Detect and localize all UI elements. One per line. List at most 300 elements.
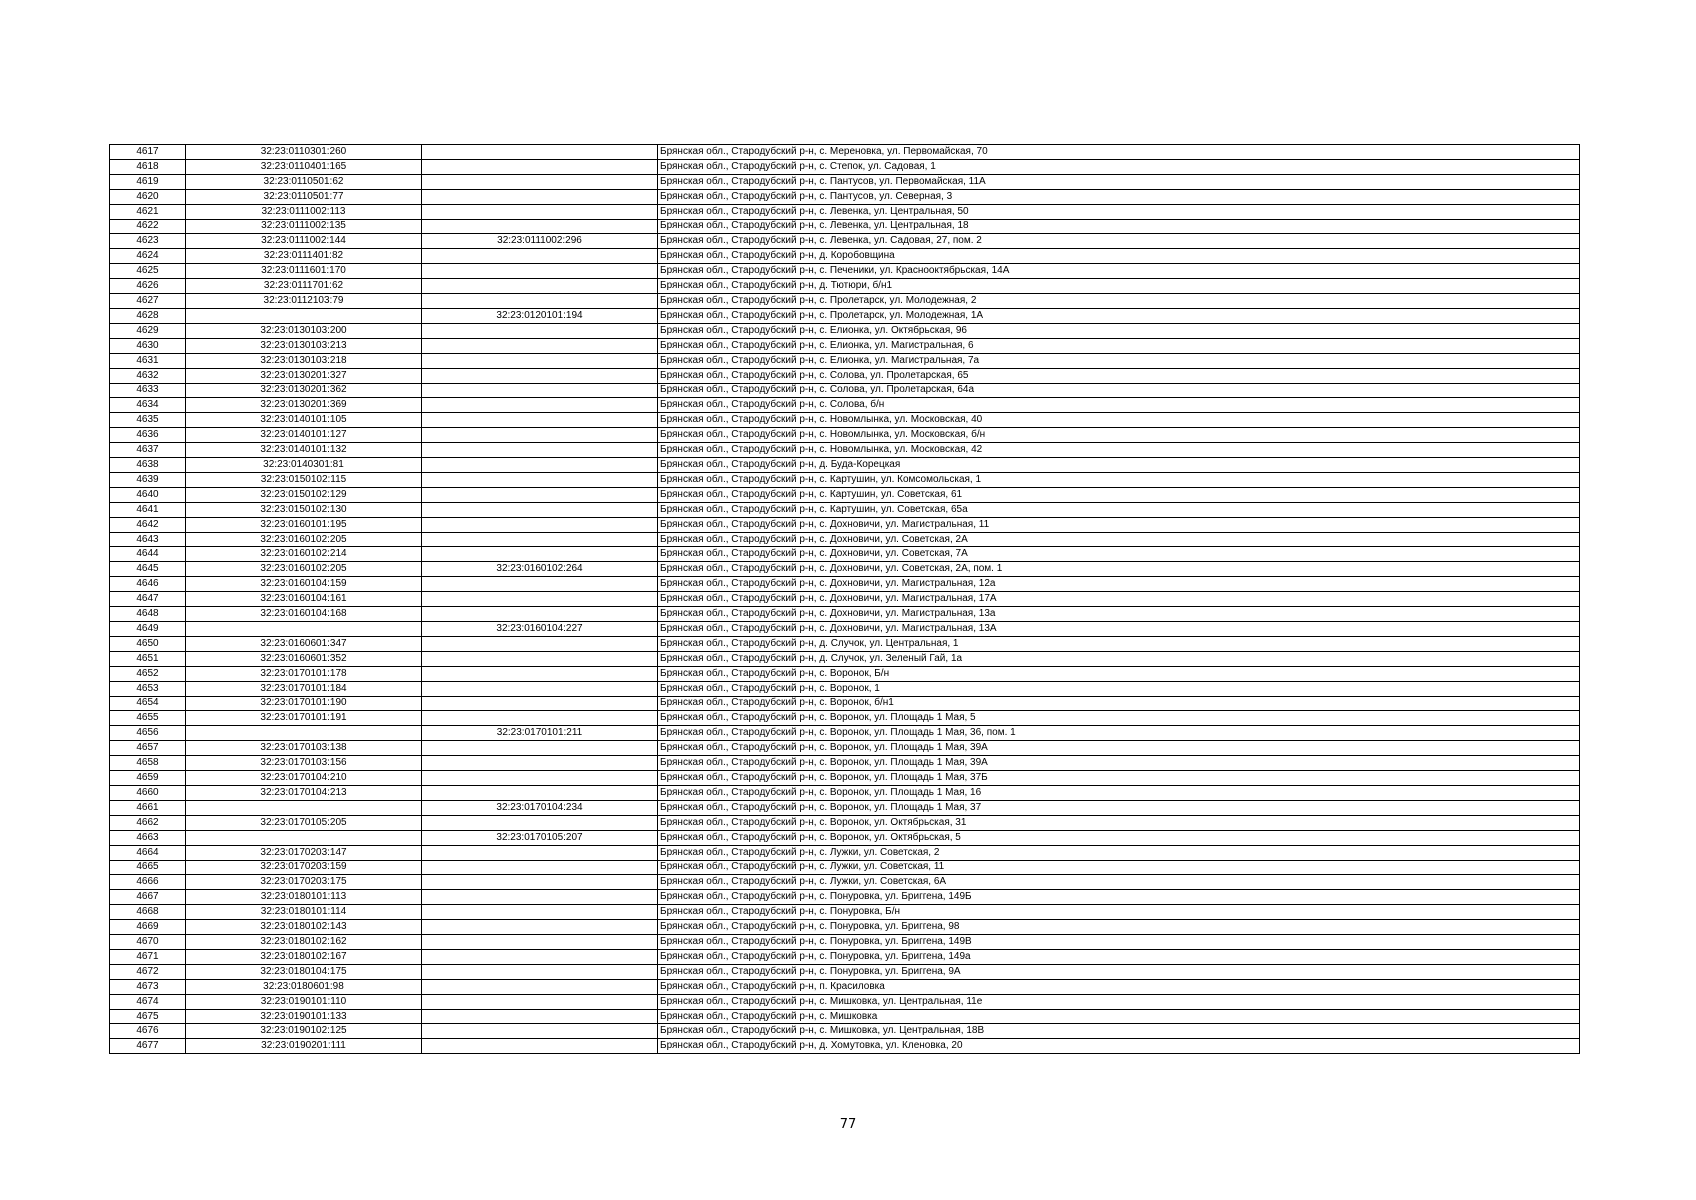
premises-cadastral-number-cell xyxy=(422,935,658,950)
table-row xyxy=(110,443,1580,458)
address-cell: Брянская обл., Стародубский р-н, с. Понуровка, ул. Бриггена, 9А xyxy=(658,964,1580,979)
table-row xyxy=(110,890,1580,905)
address-cell: Брянская обл., Стародубский р-н, с. Пролетарск, ул. Молодежная, 1А xyxy=(658,308,1580,323)
premises-cadastral-number-cell: 32:23:0160104:227 xyxy=(422,622,658,637)
row-number-cell: 4632 xyxy=(110,368,186,383)
table-row xyxy=(110,711,1580,726)
table-row xyxy=(110,472,1580,487)
cadastral-number-cell: 32:23:0111401:82 xyxy=(186,249,422,264)
data-table xyxy=(109,144,1580,1054)
premises-cadastral-number-cell xyxy=(422,368,658,383)
cadastral-number-cell: 32:23:0170101:178 xyxy=(186,666,422,681)
table-row xyxy=(110,308,1580,323)
cadastral-number-cell: 32:23:0110301:260 xyxy=(186,145,422,160)
address-cell: Брянская обл., Стародубский р-н, с. Дохновичи, ул. Советская, 7А xyxy=(658,547,1580,562)
table-row xyxy=(110,1009,1580,1024)
cadastral-number-cell: 32:23:0111701:62 xyxy=(186,279,422,294)
table-row xyxy=(110,323,1580,338)
address-cell: Брянская обл., Стародубский р-н, с. Картушин, ул. Советская, 65а xyxy=(658,502,1580,517)
cadastral-number-cell: 32:23:0150102:129 xyxy=(186,487,422,502)
row-number-cell: 4625 xyxy=(110,264,186,279)
table-row xyxy=(110,800,1580,815)
address-cell: Брянская обл., Стародубский р-н, д. Хомутовка, ул. Кленовка, 20 xyxy=(658,1039,1580,1054)
premises-cadastral-number-cell xyxy=(422,174,658,189)
premises-cadastral-number-cell xyxy=(422,443,658,458)
cadastral-number-cell: 32:23:0110501:77 xyxy=(186,189,422,204)
address-cell: Брянская обл., Стародубский р-н, с. Воронок, ул. Площадь 1 Мая, 5 xyxy=(658,711,1580,726)
table-row xyxy=(110,1039,1580,1054)
table-row xyxy=(110,741,1580,756)
premises-cadastral-number-cell xyxy=(422,949,658,964)
premises-cadastral-number-cell xyxy=(422,547,658,562)
cadastral-number-cell: 32:23:0180102:167 xyxy=(186,949,422,964)
premises-cadastral-number-cell xyxy=(422,651,658,666)
table-row xyxy=(110,159,1580,174)
premises-cadastral-number-cell xyxy=(422,249,658,264)
address-cell: Брянская обл., Стародубский р-н, с. Левенка, ул. Садовая, 27, пом. 2 xyxy=(658,234,1580,249)
premises-cadastral-number-cell xyxy=(422,666,658,681)
row-number-cell: 4620 xyxy=(110,189,186,204)
cadastral-number-cell: 32:23:0180101:113 xyxy=(186,890,422,905)
cadastral-number-cell: 32:23:0110501:62 xyxy=(186,174,422,189)
row-number-cell: 4668 xyxy=(110,905,186,920)
row-number-cell: 4643 xyxy=(110,532,186,547)
table-row xyxy=(110,651,1580,666)
row-number-cell: 4627 xyxy=(110,294,186,309)
address-cell: Брянская обл., Стародубский р-н, с. Солова, ул. Пролетарская, 64а xyxy=(658,383,1580,398)
cadastral-number-cell xyxy=(186,622,422,637)
table-row xyxy=(110,532,1580,547)
address-cell: Брянская обл., Стародубский р-н, д. Тютюри, б/н1 xyxy=(658,279,1580,294)
table-row xyxy=(110,905,1580,920)
cadastral-number-cell xyxy=(186,308,422,323)
cadastral-number-cell: 32:23:0160102:205 xyxy=(186,532,422,547)
row-number-cell: 4674 xyxy=(110,994,186,1009)
cadastral-number-cell: 32:23:0160102:205 xyxy=(186,562,422,577)
row-number-cell: 4617 xyxy=(110,145,186,160)
row-number-cell: 4660 xyxy=(110,785,186,800)
table-row xyxy=(110,458,1580,473)
row-number-cell: 4676 xyxy=(110,1024,186,1039)
address-cell: Брянская обл., Стародубский р-н, с. Воронок, ул. Площадь 1 Мая, 37Б xyxy=(658,771,1580,786)
cadastral-number-cell: 32:23:0111002:144 xyxy=(186,234,422,249)
cadastral-number-cell: 32:23:0170103:138 xyxy=(186,741,422,756)
row-number-cell: 4667 xyxy=(110,890,186,905)
address-cell: Брянская обл., Стародубский р-н, с. Левенка, ул. Центральная, 18 xyxy=(658,219,1580,234)
table-row xyxy=(110,875,1580,890)
premises-cadastral-number-cell xyxy=(422,681,658,696)
address-cell: Брянская обл., Стародубский р-н, с. Воронок, ул. Октябрьская, 31 xyxy=(658,815,1580,830)
premises-cadastral-number-cell: 32:23:0120101:194 xyxy=(422,308,658,323)
row-number-cell: 4677 xyxy=(110,1039,186,1054)
cadastral-number-cell: 32:23:0130103:218 xyxy=(186,353,422,368)
row-number-cell: 4654 xyxy=(110,696,186,711)
row-number-cell: 4623 xyxy=(110,234,186,249)
cadastral-number-cell: 32:23:0180601:98 xyxy=(186,979,422,994)
table-row xyxy=(110,771,1580,786)
row-number-cell: 4638 xyxy=(110,458,186,473)
table-row xyxy=(110,607,1580,622)
address-cell: Брянская обл., Стародубский р-н, с. Воронок, ул. Площадь 1 Мая, 39А xyxy=(658,756,1580,771)
row-number-cell: 4658 xyxy=(110,756,186,771)
premises-cadastral-number-cell xyxy=(422,264,658,279)
address-cell: Брянская обл., Стародубский р-н, д. Буда-Корецкая xyxy=(658,458,1580,473)
address-cell: Брянская обл., Стародубский р-н, с. Понуровка, ул. Бриггена, 149а xyxy=(658,949,1580,964)
cadastral-number-cell: 32:23:0190102:125 xyxy=(186,1024,422,1039)
address-cell: Брянская обл., Стародубский р-н, с. Дохновичи, ул. Магистральная, 13А xyxy=(658,622,1580,637)
cadastral-number-cell: 32:23:0170105:205 xyxy=(186,815,422,830)
cadastral-number-cell: 32:23:0170101:184 xyxy=(186,681,422,696)
address-cell: Брянская обл., Стародубский р-н, с. Лужки, ул. Советская, 11 xyxy=(658,860,1580,875)
cadastral-number-cell: 32:23:0130103:213 xyxy=(186,338,422,353)
address-cell: Брянская обл., Стародубский р-н, с. Новомлынка, ул. Московская, б/н xyxy=(658,428,1580,443)
address-cell: Брянская обл., Стародубский р-н, с. Новомлынка, ул. Московская, 42 xyxy=(658,443,1580,458)
row-number-cell: 4635 xyxy=(110,413,186,428)
row-number-cell: 4626 xyxy=(110,279,186,294)
row-number-cell: 4666 xyxy=(110,875,186,890)
premises-cadastral-number-cell xyxy=(422,994,658,1009)
address-cell: Брянская обл., Стародубский р-н, с. Картушин, ул. Советская, 61 xyxy=(658,487,1580,502)
address-cell: Брянская обл., Стародубский р-н, с. Воронок, ул. Площадь 1 Мая, 39А xyxy=(658,741,1580,756)
address-cell: Брянская обл., Стародубский р-н, с. Пантусов, ул. Северная, 3 xyxy=(658,189,1580,204)
row-number-cell: 4672 xyxy=(110,964,186,979)
cadastral-number-cell: 32:23:0170101:190 xyxy=(186,696,422,711)
row-number-cell: 4622 xyxy=(110,219,186,234)
premises-cadastral-number-cell xyxy=(422,905,658,920)
cadastral-number-cell: 32:23:0170103:156 xyxy=(186,756,422,771)
table-row xyxy=(110,294,1580,309)
premises-cadastral-number-cell xyxy=(422,860,658,875)
address-cell: Брянская обл., Стародубский р-н, с. Воронок, Б/н xyxy=(658,666,1580,681)
address-cell: Брянская обл., Стародубский р-н, с. Дохновичи, ул. Магистральная, 13а xyxy=(658,607,1580,622)
table-row xyxy=(110,487,1580,502)
row-number-cell: 4648 xyxy=(110,607,186,622)
address-cell: Брянская обл., Стародубский р-н, д. Случок, ул. Зеленый Гай, 1а xyxy=(658,651,1580,666)
page-number: 77 xyxy=(839,1117,857,1132)
cadastral-number-cell: 32:23:0160601:347 xyxy=(186,636,422,651)
address-cell: Брянская обл., Стародубский р-н, с. Картушин, ул. Комсомольская, 1 xyxy=(658,472,1580,487)
row-number-cell: 4634 xyxy=(110,398,186,413)
cadastral-number-cell: 32:23:0130201:327 xyxy=(186,368,422,383)
premises-cadastral-number-cell: 32:23:0170105:207 xyxy=(422,830,658,845)
row-number-cell: 4631 xyxy=(110,353,186,368)
cadastral-number-cell: 32:23:0180104:175 xyxy=(186,964,422,979)
table-row xyxy=(110,353,1580,368)
table-row xyxy=(110,577,1580,592)
address-cell: Брянская обл., Стародубский р-н, с. Дохновичи, ул. Магистральная, 12а xyxy=(658,577,1580,592)
premises-cadastral-number-cell: 32:23:0170104:234 xyxy=(422,800,658,815)
address-cell: Брянская обл., Стародубский р-н, п. Красиловка xyxy=(658,979,1580,994)
premises-cadastral-number-cell xyxy=(422,532,658,547)
cadastral-number-cell: 32:23:0170203:175 xyxy=(186,875,422,890)
premises-cadastral-number-cell xyxy=(422,502,658,517)
table-row xyxy=(110,860,1580,875)
premises-cadastral-number-cell: 32:23:0160102:264 xyxy=(422,562,658,577)
row-number-cell: 4675 xyxy=(110,1009,186,1024)
premises-cadastral-number-cell: 32:23:0111002:296 xyxy=(422,234,658,249)
premises-cadastral-number-cell xyxy=(422,771,658,786)
address-cell: Брянская обл., Стародубский р-н, с. Пантусов, ул. Первомайская, 11А xyxy=(658,174,1580,189)
row-number-cell: 4640 xyxy=(110,487,186,502)
address-cell: Брянская обл., Стародубский р-н, с. Мишковка, ул. Центральная, 11е xyxy=(658,994,1580,1009)
cadastral-number-cell: 32:23:0110401:165 xyxy=(186,159,422,174)
cadastral-number-cell: 32:23:0140301:81 xyxy=(186,458,422,473)
address-cell: Брянская обл., Стародубский р-н, с. Дохновичи, ул. Советская, 2А xyxy=(658,532,1580,547)
table-row xyxy=(110,949,1580,964)
premises-cadastral-number-cell: 32:23:0170101:211 xyxy=(422,726,658,741)
table-row xyxy=(110,622,1580,637)
cadastral-number-cell: 32:23:0190101:110 xyxy=(186,994,422,1009)
row-number-cell: 4656 xyxy=(110,726,186,741)
cadastral-number-cell: 32:23:0150102:130 xyxy=(186,502,422,517)
cadastral-number-cell: 32:23:0170203:159 xyxy=(186,860,422,875)
row-number-cell: 4633 xyxy=(110,383,186,398)
row-number-cell: 4663 xyxy=(110,830,186,845)
address-cell: Брянская обл., Стародубский р-н, с. Воронок, ул. Площадь 1 Мая, 36, пом. 1 xyxy=(658,726,1580,741)
address-cell: Брянская обл., Стародубский р-н, с. Воронок, 1 xyxy=(658,681,1580,696)
row-number-cell: 4636 xyxy=(110,428,186,443)
table-row xyxy=(110,592,1580,607)
table-row xyxy=(110,756,1580,771)
premises-cadastral-number-cell xyxy=(422,607,658,622)
cadastral-number-cell: 32:23:0140101:105 xyxy=(186,413,422,428)
address-cell: Брянская обл., Стародубский р-н, с. Воронок, ул. Октябрьская, 5 xyxy=(658,830,1580,845)
premises-cadastral-number-cell xyxy=(422,756,658,771)
address-cell: Брянская обл., Стародубский р-н, с. Понуровка, ул. Бриггена, 98 xyxy=(658,920,1580,935)
cadastral-number-cell xyxy=(186,726,422,741)
premises-cadastral-number-cell xyxy=(422,1009,658,1024)
table-row xyxy=(110,696,1580,711)
premises-cadastral-number-cell xyxy=(422,1039,658,1054)
cadastral-number-cell: 32:23:0130201:362 xyxy=(186,383,422,398)
row-number-cell: 4630 xyxy=(110,338,186,353)
row-number-cell: 4664 xyxy=(110,845,186,860)
row-number-cell: 4646 xyxy=(110,577,186,592)
address-cell: Брянская обл., Стародубский р-н, с. Мишковка, ул. Центральная, 18В xyxy=(658,1024,1580,1039)
row-number-cell: 4647 xyxy=(110,592,186,607)
table-row xyxy=(110,383,1580,398)
row-number-cell: 4642 xyxy=(110,517,186,532)
premises-cadastral-number-cell xyxy=(422,353,658,368)
table-row xyxy=(110,249,1580,264)
cadastral-number-cell: 32:23:0180102:143 xyxy=(186,920,422,935)
cadastral-number-cell: 32:23:0170104:210 xyxy=(186,771,422,786)
table-row xyxy=(110,398,1580,413)
table-row xyxy=(110,979,1580,994)
cadastral-number-cell: 32:23:0160102:214 xyxy=(186,547,422,562)
premises-cadastral-number-cell xyxy=(422,338,658,353)
address-cell: Брянская обл., Стародубский р-н, с. Дохновичи, ул. Советская, 2А, пом. 1 xyxy=(658,562,1580,577)
address-cell: Брянская обл., Стародубский р-н, с. Мереновка, ул. Первомайская, 70 xyxy=(658,145,1580,160)
table-row xyxy=(110,189,1580,204)
row-number-cell: 4669 xyxy=(110,920,186,935)
premises-cadastral-number-cell xyxy=(422,472,658,487)
row-number-cell: 4644 xyxy=(110,547,186,562)
premises-cadastral-number-cell xyxy=(422,189,658,204)
row-number-cell: 4645 xyxy=(110,562,186,577)
cadastral-number-cell: 32:23:0160104:168 xyxy=(186,607,422,622)
row-number-cell: 4659 xyxy=(110,771,186,786)
premises-cadastral-number-cell xyxy=(422,577,658,592)
cadastral-number-cell: 32:23:0140101:127 xyxy=(186,428,422,443)
premises-cadastral-number-cell xyxy=(422,979,658,994)
row-number-cell: 4652 xyxy=(110,666,186,681)
row-number-cell: 4628 xyxy=(110,308,186,323)
premises-cadastral-number-cell xyxy=(422,413,658,428)
row-number-cell: 4670 xyxy=(110,935,186,950)
table-row xyxy=(110,502,1580,517)
address-cell: Брянская обл., Стародубский р-н, с. Левенка, ул. Центральная, 50 xyxy=(658,204,1580,219)
row-number-cell: 4657 xyxy=(110,741,186,756)
premises-cadastral-number-cell xyxy=(422,294,658,309)
address-cell: Брянская обл., Стародубский р-н, д. Случок, ул. Центральная, 1 xyxy=(658,636,1580,651)
table-row xyxy=(110,517,1580,532)
address-cell: Брянская обл., Стародубский р-н, с. Степок, ул. Садовая, 1 xyxy=(658,159,1580,174)
row-number-cell: 4637 xyxy=(110,443,186,458)
table-row xyxy=(110,726,1580,741)
address-cell: Брянская обл., Стародубский р-н, с. Воронок, ул. Площадь 1 Мая, 37 xyxy=(658,800,1580,815)
cadastral-number-cell: 32:23:0190101:133 xyxy=(186,1009,422,1024)
table-row xyxy=(110,666,1580,681)
cadastral-number-cell: 32:23:0170203:147 xyxy=(186,845,422,860)
table-row xyxy=(110,815,1580,830)
address-cell: Брянская обл., Стародубский р-н, с. Дохновичи, ул. Магистральная, 17А xyxy=(658,592,1580,607)
premises-cadastral-number-cell xyxy=(422,487,658,502)
row-number-cell: 4618 xyxy=(110,159,186,174)
address-cell: Брянская обл., Стародубский р-н, с. Понуровка, Б/н xyxy=(658,905,1580,920)
row-number-cell: 4673 xyxy=(110,979,186,994)
table-body xyxy=(110,145,1580,1054)
cadastral-number-cell: 32:23:0130103:200 xyxy=(186,323,422,338)
address-cell: Брянская обл., Стародубский р-н, с. Дохновичи, ул. Магистральная, 11 xyxy=(658,517,1580,532)
table-row xyxy=(110,845,1580,860)
premises-cadastral-number-cell xyxy=(422,1024,658,1039)
address-cell: Брянская обл., Стародубский р-н, с. Солова, ул. Пролетарская, 65 xyxy=(658,368,1580,383)
table-row xyxy=(110,562,1580,577)
premises-cadastral-number-cell xyxy=(422,741,658,756)
cadastral-number-cell: 32:23:0112103:79 xyxy=(186,294,422,309)
premises-cadastral-number-cell xyxy=(422,458,658,473)
premises-cadastral-number-cell xyxy=(422,428,658,443)
row-number-cell: 4629 xyxy=(110,323,186,338)
cadastral-number-cell: 32:23:0111002:135 xyxy=(186,219,422,234)
row-number-cell: 4651 xyxy=(110,651,186,666)
table-row xyxy=(110,204,1580,219)
premises-cadastral-number-cell xyxy=(422,875,658,890)
table-row xyxy=(110,830,1580,845)
premises-cadastral-number-cell xyxy=(422,383,658,398)
address-cell: Брянская обл., Стародубский р-н, с. Печеники, ул. Краснооктябрьская, 14А xyxy=(658,264,1580,279)
table-row xyxy=(110,636,1580,651)
premises-cadastral-number-cell xyxy=(422,323,658,338)
address-cell: Брянская обл., Стародубский р-н, с. Воронок, ул. Площадь 1 Мая, 16 xyxy=(658,785,1580,800)
table-row xyxy=(110,368,1580,383)
address-cell: Брянская обл., Стародубский р-н, с. Елионка, ул. Магистральная, 7а xyxy=(658,353,1580,368)
premises-cadastral-number-cell xyxy=(422,398,658,413)
row-number-cell: 4641 xyxy=(110,502,186,517)
premises-cadastral-number-cell xyxy=(422,517,658,532)
table-row xyxy=(110,145,1580,160)
table-row xyxy=(110,174,1580,189)
address-cell: Брянская обл., Стародубский р-н, с. Елионка, ул. Октябрьская, 96 xyxy=(658,323,1580,338)
premises-cadastral-number-cell xyxy=(422,815,658,830)
cadastral-number-cell: 32:23:0160101:195 xyxy=(186,517,422,532)
premises-cadastral-number-cell xyxy=(422,592,658,607)
cadastral-number-cell: 32:23:0180101:114 xyxy=(186,905,422,920)
row-number-cell: 4639 xyxy=(110,472,186,487)
premises-cadastral-number-cell xyxy=(422,145,658,160)
table-row xyxy=(110,785,1580,800)
cadastral-number-cell xyxy=(186,830,422,845)
table-row xyxy=(110,547,1580,562)
row-number-cell: 4619 xyxy=(110,174,186,189)
row-number-cell: 4662 xyxy=(110,815,186,830)
table-row xyxy=(110,920,1580,935)
table-row xyxy=(110,681,1580,696)
premises-cadastral-number-cell xyxy=(422,964,658,979)
row-number-cell: 4655 xyxy=(110,711,186,726)
premises-cadastral-number-cell xyxy=(422,219,658,234)
premises-cadastral-number-cell xyxy=(422,920,658,935)
table-row xyxy=(110,428,1580,443)
cadastral-number-cell xyxy=(186,800,422,815)
premises-cadastral-number-cell xyxy=(422,696,658,711)
table-row xyxy=(110,264,1580,279)
cadastral-number-cell: 32:23:0180102:162 xyxy=(186,935,422,950)
cadastral-number-cell: 32:23:0160104:161 xyxy=(186,592,422,607)
address-cell: Брянская обл., Стародубский р-н, с. Лужки, ул. Советская, 6А xyxy=(658,875,1580,890)
cadastral-number-cell: 32:23:0130201:369 xyxy=(186,398,422,413)
address-cell: Брянская обл., Стародубский р-н, с. Елионка, ул. Магистральная, 6 xyxy=(658,338,1580,353)
table-row xyxy=(110,219,1580,234)
row-number-cell: 4649 xyxy=(110,622,186,637)
premises-cadastral-number-cell xyxy=(422,204,658,219)
table-row xyxy=(110,964,1580,979)
cadastral-number-cell: 32:23:0170104:213 xyxy=(186,785,422,800)
address-cell: Брянская обл., Стародубский р-н, с. Понуровка, ул. Бриггена, 149Б xyxy=(658,890,1580,905)
address-cell: Брянская обл., Стародубский р-н, с. Воронок, б/н1 xyxy=(658,696,1580,711)
table-row xyxy=(110,994,1580,1009)
table-row xyxy=(110,1024,1580,1039)
row-number-cell: 4665 xyxy=(110,860,186,875)
row-number-cell: 4621 xyxy=(110,204,186,219)
premises-cadastral-number-cell xyxy=(422,890,658,905)
row-number-cell: 4650 xyxy=(110,636,186,651)
cadastral-number-cell: 32:23:0160104:159 xyxy=(186,577,422,592)
premises-cadastral-number-cell xyxy=(422,711,658,726)
row-number-cell: 4671 xyxy=(110,949,186,964)
table-row xyxy=(110,234,1580,249)
cadastral-number-cell: 32:23:0111601:170 xyxy=(186,264,422,279)
table-row xyxy=(110,279,1580,294)
cadastral-number-cell: 32:23:0160601:352 xyxy=(186,651,422,666)
cadastral-number-cell: 32:23:0150102:115 xyxy=(186,472,422,487)
table-row xyxy=(110,935,1580,950)
row-number-cell: 4653 xyxy=(110,681,186,696)
address-cell: Брянская обл., Стародубский р-н, с. Пролетарск, ул. Молодежная, 2 xyxy=(658,294,1580,309)
table-row xyxy=(110,413,1580,428)
premises-cadastral-number-cell xyxy=(422,845,658,860)
address-cell: Брянская обл., Стародубский р-н, с. Мишковка xyxy=(658,1009,1580,1024)
address-cell: Брянская обл., Стародубский р-н, д. Коробовщина xyxy=(658,249,1580,264)
table-row xyxy=(110,338,1580,353)
premises-cadastral-number-cell xyxy=(422,159,658,174)
address-cell: Брянская обл., Стародубский р-н, с. Новомлынка, ул. Московская, 40 xyxy=(658,413,1580,428)
address-cell: Брянская обл., Стародубский р-н, с. Понуровка, ул. Бриггена, 149В xyxy=(658,935,1580,950)
cadastral-number-cell: 32:23:0170101:191 xyxy=(186,711,422,726)
cadastral-number-cell: 32:23:0140101:132 xyxy=(186,443,422,458)
cadastral-number-cell: 32:23:0190201:111 xyxy=(186,1039,422,1054)
